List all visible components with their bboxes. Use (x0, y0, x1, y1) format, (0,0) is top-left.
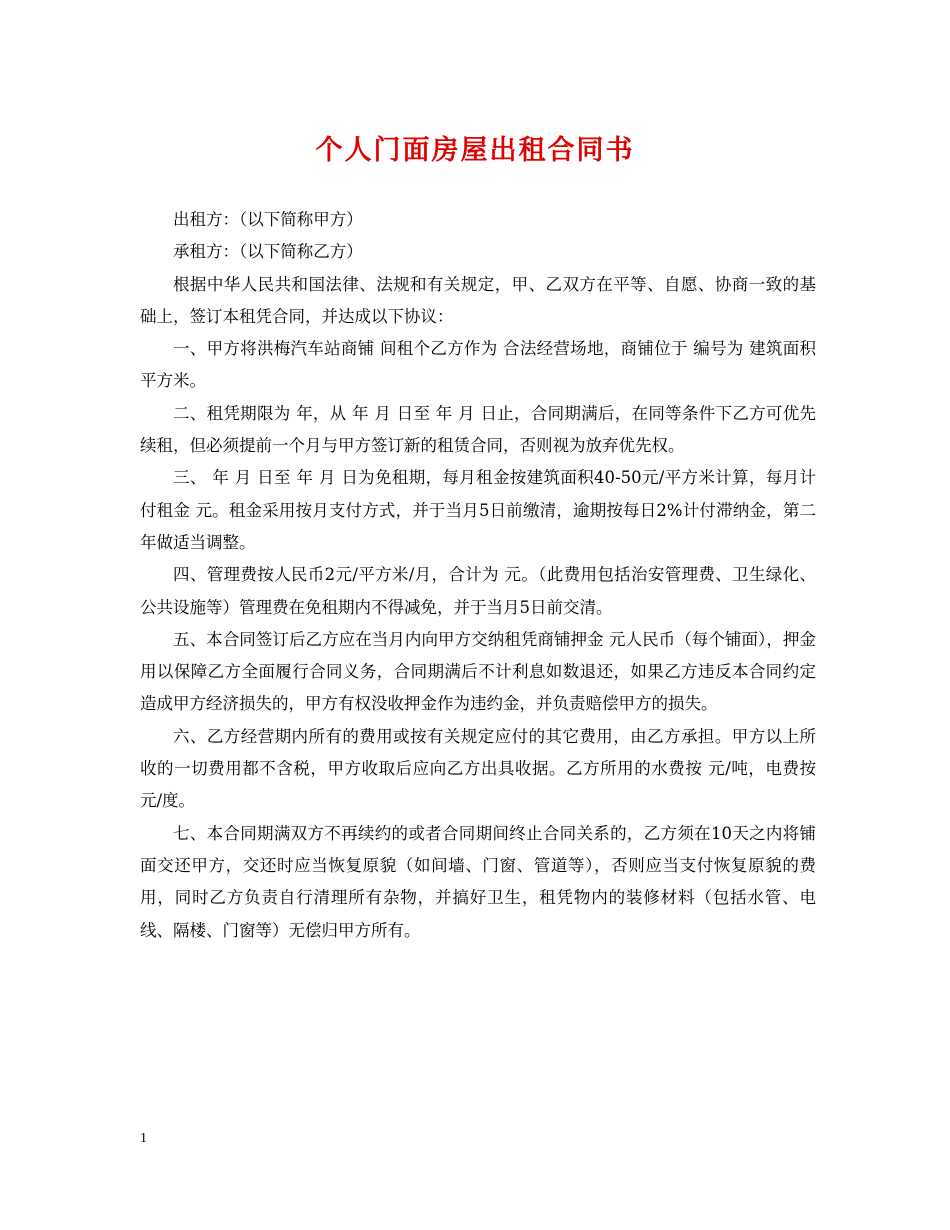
clause-3: 三、 年 月 日至 年 月 日为免租期，每月租金按建筑面积40-50元/平方米计算，每月计付租金 元。租金采用按月支付方式，并于当月5日前缴清，逾期按每日2%计付滞纳金，第二年做适当调整。 (140, 468, 816, 552)
document-title: 个人门面房屋出租合同书 (315, 135, 635, 166)
clause-6: 六、乙方经营期内所有的费用或按有关规定应付的其它费用，由乙方承担。甲方以上所收的一切费用都不含税，甲方收取后应向乙方出具收据。乙方所用的水费按 元/吨，电费按 元/度。 (140, 726, 816, 811)
preamble-paragraph: 根据中华人民共和国法律、法规和有关规定，甲、乙双方在平等、自愿、协商一致的基础上，签订本租凭合同，并达成以下协议： (140, 274, 816, 326)
clause-5: 五、本合同签订后乙方应在当月内向甲方交纳租凭商铺押金 元人民币（每个铺面），押金用以保障乙方全面履行合同义务，合同期满后不计利息如数退还，如果乙方违反本合同约定造成甲方经济损失的，甲方有权没收押金作为违约金，并负责赔偿甲方的损失。 (140, 629, 816, 714)
page-number: 1 (140, 1131, 147, 1146)
lessee-line: 承租方：（以下简称乙方） (173, 242, 363, 262)
clause-4: 四、管理费按人民币2元/平方米/月，合计为 元。（此费用包括治安管理费、卫生绿化、公共设施等）管理费在免租期内不得减免，并于当月5日前交清。 (140, 565, 816, 617)
clause-2: 二、租凭期限为 年，从 年 月 日至 年 月 日止，合同期满后，在同等条件下乙方可优先续租，但必须提前一个月与甲方签订新的租赁合同，否则视为放弃优先权。 (140, 403, 816, 456)
clause-7: 七、本合同期满双方不再续约的或者合同期间终止合同关系的，乙方须在10天之内将铺面交还甲方，交还时应当恢复原貌（如间墙、门窗、管道等），否则应当支付恢复原貌的费用，同时乙方负责自行清理所有杂物，并搞好卫生，租凭物内的装修材料（包括水管、电线、隔楼、门窗等）无偿归甲方所有。 (140, 823, 816, 940)
lessor-line: 出租方：（以下简称甲方） (173, 210, 363, 229)
document-body (140, 204, 816, 947)
clause-1: 一、甲方将洪梅汽车站商铺 间租个乙方作为 合法经营场地，商铺位于 编号为 建筑面积 平方米。 (140, 339, 816, 391)
